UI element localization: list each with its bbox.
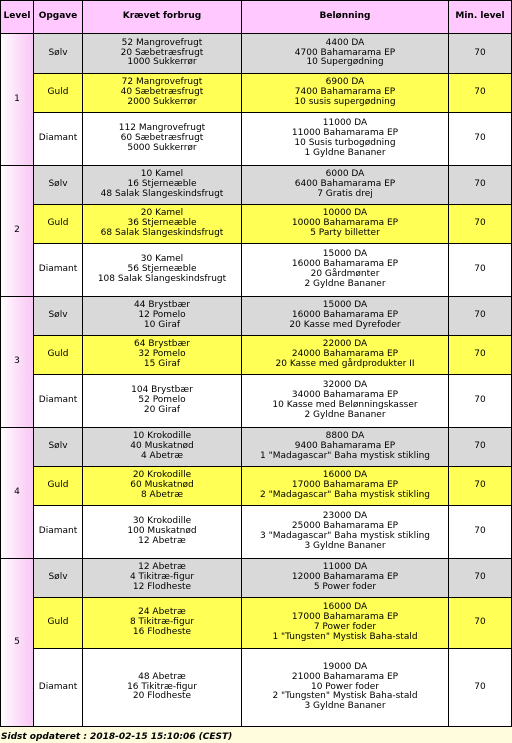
cell-line: 48 Abetræ bbox=[138, 671, 186, 682]
cell-line: 108 Salak Slangeskindsfrugt bbox=[97, 273, 227, 284]
requirement-cell bbox=[83, 113, 242, 166]
cell-line: 56 Stjerneæble bbox=[127, 264, 197, 275]
cell-line: 40 Sæbetræsfrugt bbox=[120, 87, 204, 98]
min-level-cell: 70 bbox=[449, 559, 512, 598]
requirement-cell bbox=[83, 559, 242, 598]
cell-line: 36 Stjerneæble bbox=[127, 218, 197, 229]
header-opgave: Opgave bbox=[34, 1, 83, 34]
cell-line: 2 Gyldne Bananer bbox=[304, 278, 386, 289]
cell-line: 4 Tikitræ-figur bbox=[129, 572, 195, 583]
cell-line: 10 Power foder bbox=[310, 681, 379, 692]
cell-line: 7 Gratis drej bbox=[317, 188, 373, 199]
cell-line: 23000 DA bbox=[322, 511, 368, 522]
cell-line: 20 Gårdmønter bbox=[310, 269, 380, 279]
task-cell: Diamant bbox=[34, 375, 83, 428]
cell-line: 16 Stjerneæble bbox=[127, 179, 197, 190]
cell-line: 9400 Bahamarama EP bbox=[294, 441, 396, 452]
cell-line: 60 Muskatnød bbox=[130, 480, 194, 491]
cell-line: 16000 DA bbox=[322, 470, 368, 481]
table-row bbox=[1, 113, 512, 166]
task-cell: Guld bbox=[34, 336, 83, 375]
cell-line: 34000 Bahamarama EP bbox=[291, 390, 399, 401]
level-cell: 3 bbox=[1, 297, 34, 428]
cell-line: 1 "Madagascar" Baha mystisk stikling bbox=[259, 450, 430, 461]
requirement-cell bbox=[83, 649, 242, 727]
cell-line: 17000 Bahamarama EP bbox=[291, 480, 399, 491]
cell-line: 20 Kasse med Dyrefoder bbox=[289, 319, 401, 330]
cell-line: 48 Salak Slangeskindsfrugt bbox=[100, 188, 224, 199]
cell-line: 112 Mangrovefrugt bbox=[118, 123, 206, 134]
level-cell: 5 bbox=[1, 559, 34, 727]
reward-cell bbox=[242, 375, 449, 428]
table-row bbox=[1, 467, 512, 506]
cell-line: 10 Kamel bbox=[140, 169, 184, 180]
last-updated: Sidst opdateret : 2018-02-15 15:10:06 (CEST) bbox=[1, 732, 233, 742]
requirement-cell bbox=[83, 336, 242, 375]
min-level-cell: 70 bbox=[449, 506, 512, 559]
cell-line: 16 Flodheste bbox=[132, 626, 192, 637]
min-level-cell: 70 bbox=[449, 74, 512, 113]
min-level-cell: 70 bbox=[449, 297, 512, 336]
cell-line: 52 Mangrovefrugt bbox=[121, 37, 203, 48]
cell-line: 1 Gyldne Bananer bbox=[304, 147, 386, 158]
cell-line: 17000 Bahamarama EP bbox=[291, 612, 399, 623]
header-min-level: Min. level bbox=[449, 1, 512, 34]
requirement-cell bbox=[83, 166, 242, 205]
reward-cell bbox=[242, 244, 449, 297]
cell-line: 12000 Bahamarama EP bbox=[291, 572, 399, 583]
task-cell: Guld bbox=[34, 598, 83, 649]
cell-line: 72 Mangrovefrugt bbox=[121, 77, 203, 88]
cell-line: 12 Abetræ bbox=[138, 535, 186, 546]
cell-line: 2 "Madagascar" Baha mystisk stikling bbox=[259, 489, 430, 500]
min-level-cell: 70 bbox=[449, 598, 512, 649]
cell-line: 16000 DA bbox=[322, 602, 368, 613]
cell-line: 10 Giraf bbox=[143, 319, 181, 330]
header-belonning: Belønning bbox=[242, 1, 449, 34]
reward-cell bbox=[242, 166, 449, 205]
header-level: Level bbox=[1, 1, 34, 34]
table-row bbox=[1, 166, 512, 205]
table-row bbox=[1, 598, 512, 649]
task-cell: Sølv bbox=[34, 34, 83, 74]
cell-line: 5 Party billetter bbox=[310, 227, 380, 238]
reward-cell bbox=[242, 649, 449, 727]
table-row bbox=[1, 34, 512, 74]
cell-line: 16000 Bahamarama EP bbox=[291, 310, 399, 321]
cell-line: 6000 DA bbox=[325, 169, 365, 180]
cell-line: 10 Supergødning bbox=[306, 57, 384, 68]
task-cell: Sølv bbox=[34, 166, 83, 205]
cell-line: 7400 Bahamarama EP bbox=[294, 87, 396, 98]
cell-line: 44 Brystbær bbox=[134, 300, 190, 311]
cell-line: 40 Muskatnød bbox=[130, 441, 194, 452]
table-row bbox=[1, 244, 512, 297]
table-row bbox=[1, 506, 512, 559]
header-forbrug: Krævet forbrug bbox=[83, 1, 242, 34]
cell-line: 6400 Bahamarama EP bbox=[294, 179, 396, 190]
min-level-cell: 70 bbox=[449, 336, 512, 375]
cell-line: 25000 Bahamarama EP bbox=[291, 521, 399, 532]
table-row bbox=[1, 336, 512, 375]
cell-line: 4400 DA bbox=[325, 37, 365, 48]
min-level-cell: 70 bbox=[449, 649, 512, 727]
cell-line: 32000 DA bbox=[322, 380, 368, 391]
task-cell: Diamant bbox=[34, 649, 83, 727]
cell-line: 30 Kamel bbox=[140, 254, 184, 265]
header-row bbox=[1, 1, 512, 34]
cell-line: 12 Abetræ bbox=[138, 562, 186, 573]
reward-cell bbox=[242, 297, 449, 336]
min-level-cell: 70 bbox=[449, 244, 512, 297]
cell-line: 10 Susis turbogødning bbox=[294, 138, 396, 148]
cell-line: 10 Krokodille bbox=[132, 431, 192, 442]
cell-line: 20 Flodheste bbox=[132, 691, 192, 702]
cell-line: 8 Tikitræ-figur bbox=[129, 617, 195, 628]
cell-line: 6900 DA bbox=[325, 77, 365, 88]
cell-line: 11000 DA bbox=[322, 118, 368, 129]
task-cell: Diamant bbox=[34, 113, 83, 166]
min-level-cell: 70 bbox=[449, 205, 512, 244]
cell-line: 5000 Sukkerrør bbox=[127, 142, 197, 153]
quest-rows bbox=[1, 34, 512, 727]
table-row bbox=[1, 375, 512, 428]
table-row bbox=[1, 428, 512, 467]
cell-line: 21000 Bahamarama EP bbox=[291, 671, 399, 682]
task-cell: Sølv bbox=[34, 297, 83, 336]
task-cell: Sølv bbox=[34, 428, 83, 467]
min-level-cell: 70 bbox=[449, 428, 512, 467]
cell-line: 10000 Bahamarama EP bbox=[291, 218, 399, 229]
requirement-cell bbox=[83, 297, 242, 336]
cell-line: 16 Tikitræ-figur bbox=[127, 681, 197, 692]
requirement-cell bbox=[83, 428, 242, 467]
cell-line: 11000 Bahamarama EP bbox=[291, 128, 399, 139]
cell-line: 20 Kasse med gårdprodukter II bbox=[275, 358, 415, 369]
cell-line: 20 Sæbetræsfrugt bbox=[120, 47, 204, 58]
requirement-cell bbox=[83, 205, 242, 244]
cell-line: 30 Krokodille bbox=[132, 516, 192, 527]
cell-line: 3 Gyldne Bananer bbox=[304, 701, 386, 712]
reward-cell bbox=[242, 336, 449, 375]
level-cell: 4 bbox=[1, 428, 34, 559]
cell-line: 3 Gyldne Bananer bbox=[304, 540, 386, 551]
cell-line: 15 Giraf bbox=[143, 358, 181, 369]
reward-cell bbox=[242, 34, 449, 74]
min-level-cell: 70 bbox=[449, 375, 512, 428]
cell-line: 24000 Bahamarama EP bbox=[291, 349, 399, 360]
cell-line: 2 Gyldne Bananer bbox=[304, 409, 386, 420]
cell-line: 10000 DA bbox=[322, 208, 368, 219]
table-row bbox=[1, 649, 512, 727]
cell-line: 22000 DA bbox=[322, 339, 368, 350]
cell-line: 32 Pomelo bbox=[138, 349, 186, 360]
requirement-cell bbox=[83, 74, 242, 113]
cell-line: 104 Brystbær bbox=[131, 385, 193, 396]
cell-line: 8 Abetræ bbox=[140, 489, 184, 500]
reward-cell bbox=[242, 205, 449, 244]
requirement-cell bbox=[83, 467, 242, 506]
task-cell: Sølv bbox=[34, 559, 83, 598]
task-cell: Guld bbox=[34, 467, 83, 506]
cell-line: 20 Kamel bbox=[140, 208, 184, 219]
task-cell: Guld bbox=[34, 205, 83, 244]
cell-line: 2000 Sukkerrør bbox=[127, 96, 197, 107]
cell-line: 7 Power foder bbox=[313, 622, 377, 632]
requirement-cell bbox=[83, 34, 242, 74]
cell-line: 60 Sæbetræsfrugt bbox=[120, 133, 204, 144]
cell-line: 24 Abetræ bbox=[138, 607, 186, 618]
reward-cell bbox=[242, 506, 449, 559]
cell-line: 10 susis supergødning bbox=[294, 96, 396, 107]
table-row bbox=[1, 205, 512, 244]
cell-line: 8800 DA bbox=[325, 431, 365, 442]
min-level-cell: 70 bbox=[449, 467, 512, 506]
cell-line: 5 Power foder bbox=[313, 581, 377, 592]
level-cell: 2 bbox=[1, 166, 34, 297]
min-level-cell: 70 bbox=[449, 166, 512, 205]
cell-line: 68 Salak Slangeskindsfrugt bbox=[100, 227, 224, 238]
cell-line: 4700 Bahamarama EP bbox=[294, 47, 396, 58]
cell-line: 15000 DA bbox=[322, 249, 368, 260]
cell-line: 1000 Sukkerrør bbox=[127, 57, 197, 68]
cell-line: 12 Pomelo bbox=[138, 310, 186, 321]
cell-line: 15000 DA bbox=[322, 300, 368, 311]
reward-cell bbox=[242, 467, 449, 506]
requirement-cell bbox=[83, 598, 242, 649]
cell-line: 2 "Tungsten" Mystisk Baha-stald bbox=[272, 691, 418, 702]
cell-line: 12 Flodheste bbox=[132, 581, 192, 592]
reward-cell bbox=[242, 113, 449, 166]
reward-cell bbox=[242, 74, 449, 113]
task-cell: Diamant bbox=[34, 244, 83, 297]
cell-line: 52 Pomelo bbox=[138, 395, 186, 406]
cell-line: 64 Brystbær bbox=[134, 339, 190, 350]
requirement-cell bbox=[83, 506, 242, 559]
reward-cell bbox=[242, 428, 449, 467]
reward-cell bbox=[242, 598, 449, 649]
table-row bbox=[1, 74, 512, 113]
min-level-cell: 70 bbox=[449, 34, 512, 74]
cell-line: 20 Giraf bbox=[143, 404, 181, 415]
task-cell: Guld bbox=[34, 74, 83, 113]
cell-line: 20 Krokodille bbox=[132, 470, 192, 481]
cell-line: 16000 Bahamarama EP bbox=[291, 259, 399, 270]
table-row bbox=[1, 559, 512, 598]
cell-line: 4 Abetræ bbox=[140, 450, 184, 461]
requirement-cell bbox=[83, 375, 242, 428]
cell-line: 10 Kasse med Belønningskasser bbox=[272, 400, 418, 410]
cell-line: 11000 DA bbox=[322, 562, 368, 573]
reward-cell bbox=[242, 559, 449, 598]
task-cell: Diamant bbox=[34, 506, 83, 559]
cell-line: 1 "Tungsten" Mystisk Baha-stald bbox=[272, 631, 418, 642]
min-level-cell: 70 bbox=[449, 113, 512, 166]
table-row bbox=[1, 297, 512, 336]
cell-line: 19000 DA bbox=[322, 661, 368, 672]
level-cell: 1 bbox=[1, 34, 34, 166]
cell-line: 3 "Madagascar" Baha mystisk stikling bbox=[259, 531, 430, 541]
cell-line: 100 Muskatnød bbox=[127, 526, 197, 537]
requirement-cell bbox=[83, 244, 242, 297]
